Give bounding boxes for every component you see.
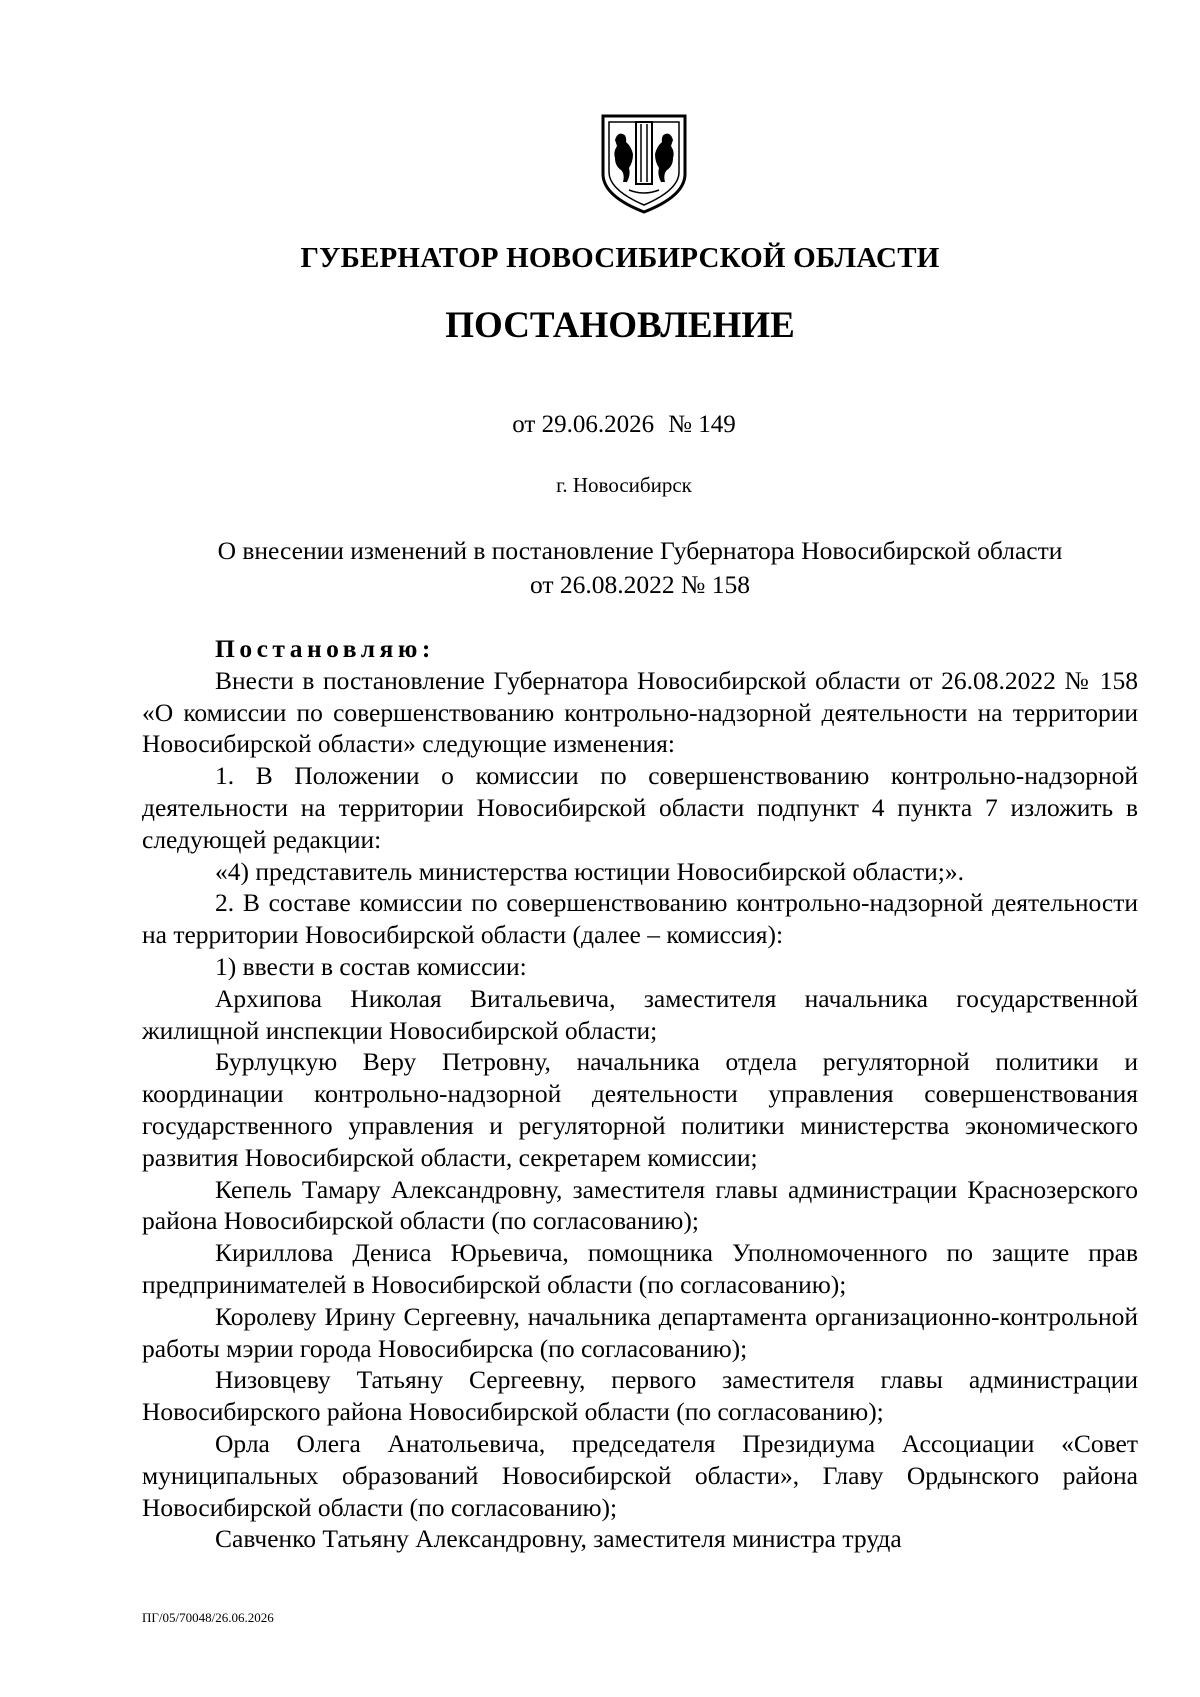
document-number: № 149	[668, 411, 736, 438]
document-registration-id: ПГ/05/70048/26.06.2026	[142, 1610, 274, 1625]
document-subject	[140, 534, 1140, 602]
resolution-heading-text: Постановляю:	[215, 634, 435, 663]
body-paragraph: Орла Олега Анатольевича, председателя Президиума Ассоциации «Совет муниципальных образований Новосибирской области», Главу Ордынского района Новосибирской области (по согласованию);	[142, 1428, 1138, 1522]
body-paragraph: Архипова Николая Витальевича, заместителя начальника государственной жилищной инспекции Новосибирской области;	[142, 983, 1138, 1045]
document-date-number	[0, 408, 1200, 442]
body-paragraph: 1. В Положении о комиссии по совершенствованию контрольно-надзорной деятельности на территории Новосибирской области подпункт 4 пункта 7 изложить в следующей редакции:	[142, 761, 1138, 854]
issuing-authority: ГУБЕРНАТОР НОВОСИБИРСКОЙ ОБЛАСТИ	[300, 242, 940, 274]
subject-line-2: от 26.08.2022 № 158	[529, 570, 750, 599]
body-paragraph: Королеву Ирину Сергеевну, начальника департамента организационно-контрольной работы мэрии города Новосибирска (по согласованию);	[142, 1301, 1138, 1363]
document-city: г. Новосибирск	[556, 473, 692, 497]
resolution-heading	[142, 633, 1138, 665]
body-paragraph: 2. В составе комиссии по совершенствованию контрольно-надзорной деятельности на территории Новосибирской области (далее – комиссия):	[142, 888, 1138, 950]
body-paragraph: Кириллова Дениса Юрьевича, помощника Уполномоченного по защите прав предпринимателей в Новосибирской области (по согласованию);	[142, 1238, 1138, 1299]
novosibirsk-coat-of-arms-icon	[599, 112, 689, 216]
body-paragraph: Бурлуцкую Веру Петровну, начальника отдела регуляторной политики и координации контрольно-надзорной деятельности управления совершенствования государственного управления и регуляторной политики министерства экономического развития Новосибирской области, секретарем комиссии;	[142, 1047, 1138, 1172]
body-paragraph: Кепель Тамару Александровну, заместителя главы администрации Краснозерского района Новосибирской области (по согласованию);	[142, 1174, 1138, 1236]
body-paragraph: Внести в постановление Губернатора Новосибирской области от 26.08.2022 № 158 «О комиссии по совершенствованию контрольно-надзорной деятельности на территории Новосибирской области» следующие изменения:	[142, 665, 1138, 759]
document-date: от 29.06.2026	[512, 411, 655, 438]
body-paragraph: Савченко Татьяну Александровну, заместителя министра труда	[215, 1524, 902, 1554]
document-type-title: ПОСТАНОВЛЕНИЕ	[445, 305, 795, 346]
document-body	[142, 633, 1138, 1555]
body-paragraph: «4) представитель министерства юстиции Новосибирской области;».	[215, 856, 965, 886]
body-paragraph: 1) ввести в состав комиссии:	[215, 951, 527, 981]
body-paragraph: Низовцеву Татьяну Сергеевну, первого заместителя главы администрации Новосибирского района Новосибирской области (по согласованию);	[142, 1365, 1138, 1427]
subject-line-1: О внесении изменений в постановление Губернатора Новосибирской области	[217, 536, 1063, 565]
